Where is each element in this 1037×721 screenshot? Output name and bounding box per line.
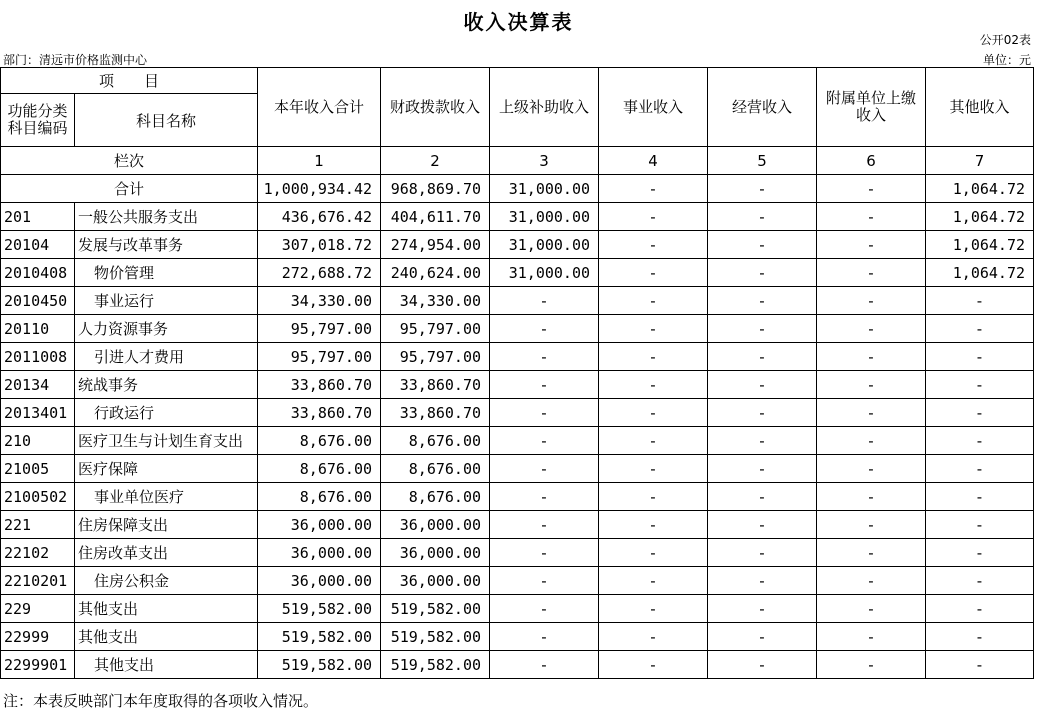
row-value-2: 519,582.00 xyxy=(381,595,490,623)
row-value-3: - xyxy=(490,651,599,679)
row-value-3: - xyxy=(490,595,599,623)
row-value-4: - xyxy=(599,371,708,399)
row-value-4: - xyxy=(599,343,708,371)
row-value-1: 519,582.00 xyxy=(258,623,381,651)
table-row xyxy=(1,315,1034,343)
row-value-5: - xyxy=(708,539,817,567)
row-value-6: - xyxy=(817,287,926,315)
form-number: 公开02表 xyxy=(979,33,1031,47)
row-code: 201 xyxy=(1,203,75,231)
row-value-3: - xyxy=(490,343,599,371)
page-title: 收入决算表 xyxy=(463,10,574,34)
total-value-1: 1,000,934.42 xyxy=(258,175,381,203)
row-value-2: 36,000.00 xyxy=(381,511,490,539)
row-value-4: - xyxy=(599,623,708,651)
column-index-1: 1 xyxy=(258,147,381,175)
row-code: 2013401 xyxy=(1,399,75,427)
row-value-2: 8,676.00 xyxy=(381,455,490,483)
row-value-6: - xyxy=(817,399,926,427)
row-value-3: - xyxy=(490,287,599,315)
total-value-5: - xyxy=(708,175,817,203)
row-value-6: - xyxy=(817,511,926,539)
row-name: 发展与改革事务 xyxy=(75,231,258,259)
row-code: 2100502 xyxy=(1,483,75,511)
row-code: 2010408 xyxy=(1,259,75,287)
row-value-7: - xyxy=(926,427,1034,455)
project-header: 项 目 xyxy=(1,68,258,94)
col-header-4: 事业收入 xyxy=(599,68,708,147)
total-value-6: - xyxy=(817,175,926,203)
table-row xyxy=(1,567,1034,595)
row-value-4: - xyxy=(599,511,708,539)
row-value-7: - xyxy=(926,595,1034,623)
code-header: 功能分类 科目编码 xyxy=(1,94,75,147)
row-value-4: - xyxy=(599,427,708,455)
row-value-3: - xyxy=(490,623,599,651)
row-value-7: - xyxy=(926,287,1034,315)
row-name: 物价管理 xyxy=(75,259,258,287)
row-value-7: - xyxy=(926,315,1034,343)
row-value-6: - xyxy=(817,315,926,343)
row-value-3: - xyxy=(490,315,599,343)
column-index-7: 7 xyxy=(926,147,1034,175)
table-row xyxy=(1,231,1034,259)
row-code: 210 xyxy=(1,427,75,455)
row-value-4: - xyxy=(599,455,708,483)
row-code: 20104 xyxy=(1,231,75,259)
table-row xyxy=(1,343,1034,371)
row-value-5: - xyxy=(708,343,817,371)
row-value-4: - xyxy=(599,651,708,679)
row-name: 医疗保障 xyxy=(75,455,258,483)
row-code: 221 xyxy=(1,511,75,539)
table-row xyxy=(1,483,1034,511)
row-name: 一般公共服务支出 xyxy=(75,203,258,231)
total-value-2: 968,869.70 xyxy=(381,175,490,203)
row-value-4: - xyxy=(599,483,708,511)
row-value-3: 31,000.00 xyxy=(490,231,599,259)
row-code: 2299901 xyxy=(1,651,75,679)
row-value-1: 519,582.00 xyxy=(258,651,381,679)
col-header-5: 经营收入 xyxy=(708,68,817,147)
row-value-2: 36,000.00 xyxy=(381,539,490,567)
row-value-1: 8,676.00 xyxy=(258,427,381,455)
column-index-5: 5 xyxy=(708,147,817,175)
row-code: 22999 xyxy=(1,623,75,651)
table-row xyxy=(1,399,1034,427)
row-value-5: - xyxy=(708,399,817,427)
row-value-5: - xyxy=(708,203,817,231)
row-value-5: - xyxy=(708,315,817,343)
row-value-3: - xyxy=(490,455,599,483)
row-name: 统战事务 xyxy=(75,371,258,399)
row-value-6: - xyxy=(817,259,926,287)
row-value-3: - xyxy=(490,567,599,595)
row-code: 2010450 xyxy=(1,287,75,315)
row-code: 229 xyxy=(1,595,75,623)
row-value-6: - xyxy=(817,427,926,455)
row-value-3: - xyxy=(490,511,599,539)
total-value-7: 1,064.72 xyxy=(926,175,1034,203)
name-header: 科目名称 xyxy=(75,94,258,147)
column-index-label: 栏次 xyxy=(1,147,258,175)
row-value-7: - xyxy=(926,455,1034,483)
total-label: 合计 xyxy=(1,175,258,203)
row-value-2: 404,611.70 xyxy=(381,203,490,231)
row-value-1: 36,000.00 xyxy=(258,539,381,567)
row-value-7: 1,064.72 xyxy=(926,259,1034,287)
row-name: 住房改革支出 xyxy=(75,539,258,567)
row-value-3: - xyxy=(490,399,599,427)
row-value-7: - xyxy=(926,371,1034,399)
row-value-6: - xyxy=(817,623,926,651)
row-value-5: - xyxy=(708,231,817,259)
row-value-2: 519,582.00 xyxy=(381,623,490,651)
total-value-3: 31,000.00 xyxy=(490,175,599,203)
row-value-7: - xyxy=(926,343,1034,371)
row-value-2: 274,954.00 xyxy=(381,231,490,259)
row-value-1: 307,018.72 xyxy=(258,231,381,259)
row-value-1: 95,797.00 xyxy=(258,315,381,343)
column-index-row xyxy=(1,147,1034,175)
row-value-5: - xyxy=(708,483,817,511)
row-value-1: 8,676.00 xyxy=(258,455,381,483)
row-value-3: - xyxy=(490,427,599,455)
row-name: 引进人才费用 xyxy=(75,343,258,371)
row-value-3: - xyxy=(490,483,599,511)
row-value-6: - xyxy=(817,539,926,567)
table-row xyxy=(1,595,1034,623)
row-code: 2011008 xyxy=(1,343,75,371)
row-value-5: - xyxy=(708,371,817,399)
row-name: 住房公积金 xyxy=(75,567,258,595)
row-value-2: 8,676.00 xyxy=(381,427,490,455)
row-value-3: 31,000.00 xyxy=(490,259,599,287)
table-row xyxy=(1,651,1034,679)
row-value-6: - xyxy=(817,203,926,231)
row-value-3: - xyxy=(490,371,599,399)
row-name: 其他支出 xyxy=(75,595,258,623)
row-value-5: - xyxy=(708,455,817,483)
row-value-1: 519,582.00 xyxy=(258,595,381,623)
row-value-7: - xyxy=(926,651,1034,679)
table-row xyxy=(1,623,1034,651)
row-value-6: - xyxy=(817,343,926,371)
total-value-4: - xyxy=(599,175,708,203)
table-row xyxy=(1,259,1034,287)
row-value-2: 95,797.00 xyxy=(381,315,490,343)
row-value-6: - xyxy=(817,483,926,511)
row-value-5: - xyxy=(708,567,817,595)
column-index-3: 3 xyxy=(490,147,599,175)
table-row xyxy=(1,455,1034,483)
row-name: 事业运行 xyxy=(75,287,258,315)
header-row-1 xyxy=(1,68,1034,94)
row-code: 22102 xyxy=(1,539,75,567)
row-value-7: 1,064.72 xyxy=(926,203,1034,231)
column-index-4: 4 xyxy=(599,147,708,175)
row-code: 20134 xyxy=(1,371,75,399)
table-row xyxy=(1,371,1034,399)
row-value-1: 436,676.42 xyxy=(258,203,381,231)
income-table xyxy=(0,67,1034,679)
row-value-5: - xyxy=(708,651,817,679)
row-value-1: 95,797.00 xyxy=(258,343,381,371)
row-value-1: 36,000.00 xyxy=(258,511,381,539)
row-value-1: 36,000.00 xyxy=(258,567,381,595)
col-header-2: 财政拨款收入 xyxy=(381,68,490,147)
row-name: 其他支出 xyxy=(75,651,258,679)
table-row xyxy=(1,287,1034,315)
row-name: 行政运行 xyxy=(75,399,258,427)
table-note: 注：本表反映部门本年度取得的各项收入情况。 xyxy=(3,692,319,710)
row-value-6: - xyxy=(817,455,926,483)
row-code: 21005 xyxy=(1,455,75,483)
row-value-5: - xyxy=(708,259,817,287)
row-name: 人力资源事务 xyxy=(75,315,258,343)
row-value-6: - xyxy=(817,595,926,623)
row-value-3: - xyxy=(490,539,599,567)
row-value-4: - xyxy=(599,567,708,595)
row-value-2: 33,860.70 xyxy=(381,371,490,399)
row-value-7: - xyxy=(926,483,1034,511)
row-value-6: - xyxy=(817,231,926,259)
row-value-5: - xyxy=(708,595,817,623)
department-label: 部门：清远市价格监测中心 xyxy=(3,53,148,67)
row-value-2: 240,624.00 xyxy=(381,259,490,287)
row-value-4: - xyxy=(599,231,708,259)
table-body xyxy=(1,68,1034,679)
row-value-6: - xyxy=(817,567,926,595)
row-name: 住房保障支出 xyxy=(75,511,258,539)
row-value-4: - xyxy=(599,399,708,427)
row-name: 其他支出 xyxy=(75,623,258,651)
unit-label: 单位：元 xyxy=(982,53,1031,67)
row-value-7: - xyxy=(926,511,1034,539)
row-value-4: - xyxy=(599,287,708,315)
row-value-1: 8,676.00 xyxy=(258,483,381,511)
row-value-2: 8,676.00 xyxy=(381,483,490,511)
row-value-7: - xyxy=(926,539,1034,567)
total-row xyxy=(1,175,1034,203)
row-value-5: - xyxy=(708,427,817,455)
row-value-3: 31,000.00 xyxy=(490,203,599,231)
row-value-4: - xyxy=(599,259,708,287)
column-index-6: 6 xyxy=(817,147,926,175)
row-name: 医疗卫生与计划生育支出 xyxy=(75,427,258,455)
row-value-2: 33,860.70 xyxy=(381,399,490,427)
row-code: 20110 xyxy=(1,315,75,343)
row-value-4: - xyxy=(599,539,708,567)
row-value-6: - xyxy=(817,651,926,679)
row-value-2: 95,797.00 xyxy=(381,343,490,371)
col-header-7: 其他收入 xyxy=(926,68,1034,147)
row-value-2: 34,330.00 xyxy=(381,287,490,315)
table-row xyxy=(1,511,1034,539)
row-value-4: - xyxy=(599,595,708,623)
row-value-1: 34,330.00 xyxy=(258,287,381,315)
row-value-7: 1,064.72 xyxy=(926,231,1034,259)
table-row xyxy=(1,427,1034,455)
row-value-2: 519,582.00 xyxy=(381,651,490,679)
row-value-2: 36,000.00 xyxy=(381,567,490,595)
row-name: 事业单位医疗 xyxy=(75,483,258,511)
row-value-6: - xyxy=(817,371,926,399)
row-value-7: - xyxy=(926,399,1034,427)
row-value-4: - xyxy=(599,315,708,343)
row-value-5: - xyxy=(708,287,817,315)
col-header-1: 本年收入合计 xyxy=(258,68,381,147)
row-value-1: 272,688.72 xyxy=(258,259,381,287)
row-value-4: - xyxy=(599,203,708,231)
row-value-7: - xyxy=(926,567,1034,595)
row-value-1: 33,860.70 xyxy=(258,399,381,427)
table-row xyxy=(1,539,1034,567)
col-header-3: 上级补助收入 xyxy=(490,68,599,147)
column-index-2: 2 xyxy=(381,147,490,175)
table-row xyxy=(1,203,1034,231)
row-value-1: 33,860.70 xyxy=(258,371,381,399)
col-header-6: 附属单位上缴 收入 xyxy=(817,68,926,147)
row-value-5: - xyxy=(708,511,817,539)
row-value-7: - xyxy=(926,623,1034,651)
row-value-5: - xyxy=(708,623,817,651)
row-code: 2210201 xyxy=(1,567,75,595)
